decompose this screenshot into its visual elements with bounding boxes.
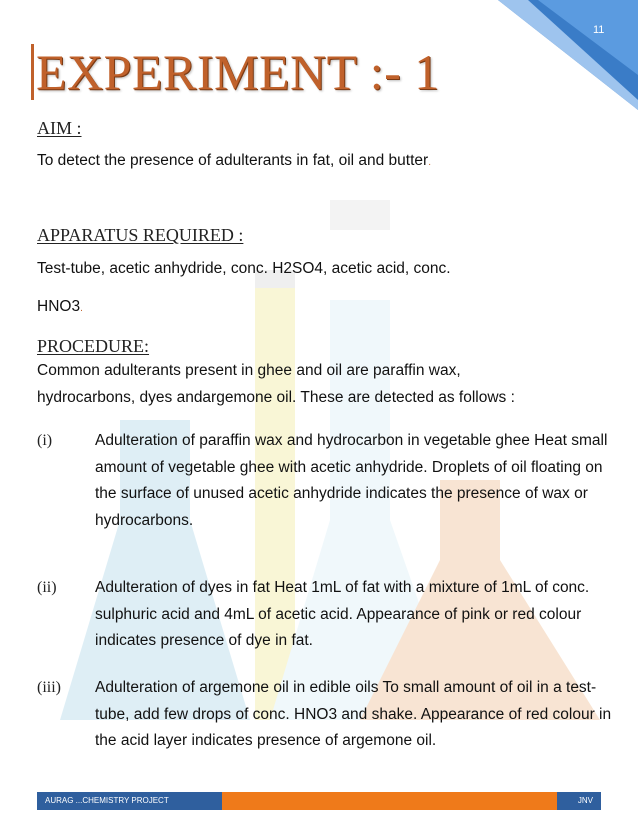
- procedure-item-3-number: (iii): [37, 679, 61, 696]
- apparatus-heading: APPARATUS REQUIRED :: [37, 225, 244, 245]
- aim-heading: AIM :: [37, 118, 82, 138]
- apparatus-end-mark: .: [80, 303, 83, 314]
- aim-text: [37, 150, 431, 174]
- procedure-item-2-text: Adulteration of dyes in fat Heat 1mL of fat with a mixture of 1mL of conc. sulphuric acid and 4mL of acetic acid. Appearance of pink or red colour indicates presence of dye in fat.: [95, 579, 590, 649]
- procedure-heading: PROCEDURE:: [37, 336, 150, 356]
- footer-school-label: JNV: [557, 792, 601, 810]
- page-title: EXPERIMENT :- 1: [36, 44, 440, 100]
- aim-end-mark: .: [428, 157, 431, 168]
- apparatus-line2: [37, 296, 83, 320]
- page-footer: [37, 792, 601, 810]
- aim-text-content: To detect the presence of adulterants in fat, oil and butter: [37, 152, 429, 169]
- procedure-item-3-text: Adulteration of argemone oil in edible oils To small amount of oil in a test-tube, add few drops of conc. HNO3 and shake. Appearance of red colour in the acid layer indicates presence of argemone oil.: [95, 679, 612, 749]
- page-number: 11: [593, 24, 605, 36]
- corner-decoration: [498, 0, 638, 110]
- apparatus-line1: Test-tube, acetic anhydride, conc. H2SO4, acetic acid, conc.: [37, 260, 451, 277]
- procedure-item-1-text: Adulteration of paraffin wax and hydrocarbon in vegetable ghee Heat small amount of vegetable ghee with acetic anhydride. Droplets of oil floating on the surface of unused acetic anhydride indicates the presence of wax or hydrocarbons.: [95, 432, 608, 529]
- footer-orange-band: [222, 792, 557, 810]
- footer-project-label: AURAG ...CHEMISTRY PROJECT: [37, 792, 222, 810]
- procedure-line1: Common adulterants present in ghee and oil are paraffin wax,: [37, 362, 461, 379]
- procedure-item-1-number: (i): [37, 432, 53, 449]
- procedure-item-2-number: (ii): [37, 579, 57, 596]
- procedure-line2: hydrocarbons, dyes andargemone oil. These are detected as follows :: [37, 389, 515, 406]
- apparatus-line2-content: HNO3: [37, 298, 81, 315]
- title-accent-bar: [31, 44, 34, 100]
